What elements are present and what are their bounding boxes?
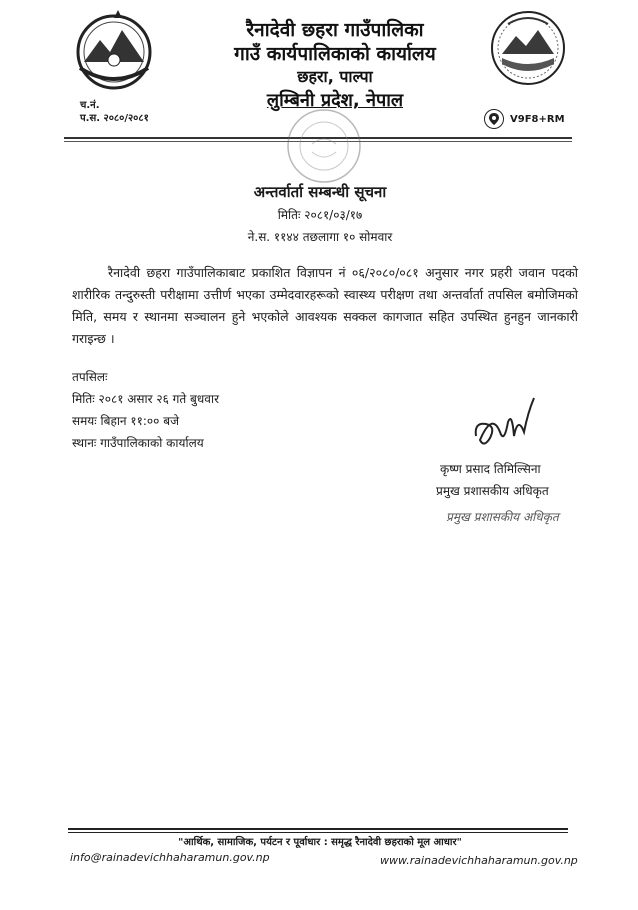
notice-body: [72, 262, 578, 350]
footer-website: www.rainadevichhaharamun.gov.np: [380, 854, 578, 867]
footer-motto: "आर्थिक, सामाजिक, पर्यटन र पूर्वाधार : समृद्ध रैनादेवी छहराको मूल आधार": [178, 837, 462, 848]
header-municipality-name: रैनादेवी छहरा गाउँपालिका: [246, 19, 424, 41]
notice-date: मितिः २०८१/०३/१७: [277, 208, 363, 222]
signatory-stamp-title: प्रमुख प्रशासकीय अधिकृत: [446, 510, 559, 524]
nepal-emblem-logo: [70, 8, 158, 92]
signatory-name: कृष्ण प्रसाद तिमिल्सिना: [440, 462, 541, 476]
schedule-date: मितिः २०८१ असार २६ गते बुधवार: [72, 392, 219, 406]
notice-title: अन्तर्वार्ता सम्बन्धी सूचना: [253, 183, 387, 201]
footer-divider: [68, 828, 568, 830]
reference-number-label: च.नं.: [80, 100, 100, 111]
office-stamp-seal: [282, 104, 366, 188]
handwritten-signature: [470, 392, 550, 456]
fiscal-year: प.स. २०८०/२०८१: [80, 113, 149, 124]
header-location: छहरा, पाल्पा: [297, 67, 373, 86]
footer-email: info@rainadevichhaharamun.gov.np: [70, 851, 270, 864]
location-pin-icon: [484, 109, 504, 129]
signatory-title: प्रमुख प्रशासकीय अधिकृत: [436, 484, 549, 498]
notice-body-text: रैनादेवी छहरा गाउँपालिकाबाट प्रकाशित विज्ञापन नं ०६/२०८०/०८१ अनुसार नगर प्रहरी जवान पदको शारीरिक तन्दुरुस्ती परीक्षामा उत्तीर्ण भएका उम्मेदवारहरूको स्वास्थ्य परीक्षण तथा अन्तर्वार्ता तपसिल बमोजिमको मिति, समय र स्थानमा सञ्चालन हुने भएकोले आवश्यक सक्कल कागजात सहित उपस्थित हुनहुन जानकारी गराइन्छ ।: [72, 265, 578, 346]
schedule-place: स्थानः गाउँपालिकाको कार्यालय: [72, 436, 204, 450]
header-office-name: गाउँ कार्यपालिकाको कार्यालय: [234, 43, 436, 65]
header-province: लुम्बिनी प्रदेश, नेपाल: [266, 90, 404, 111]
schedule-heading: तपसिलः: [72, 370, 108, 384]
nepal-sambat-date: ने.स. ११४४ तछलागा १० सोमवार: [247, 230, 393, 244]
plus-code: [484, 109, 565, 129]
schedule-time: समयः बिहान ११:०० बजे: [72, 414, 179, 428]
plus-code-text: V9F8+RM: [510, 113, 565, 125]
footer-divider-thin: [68, 832, 568, 833]
